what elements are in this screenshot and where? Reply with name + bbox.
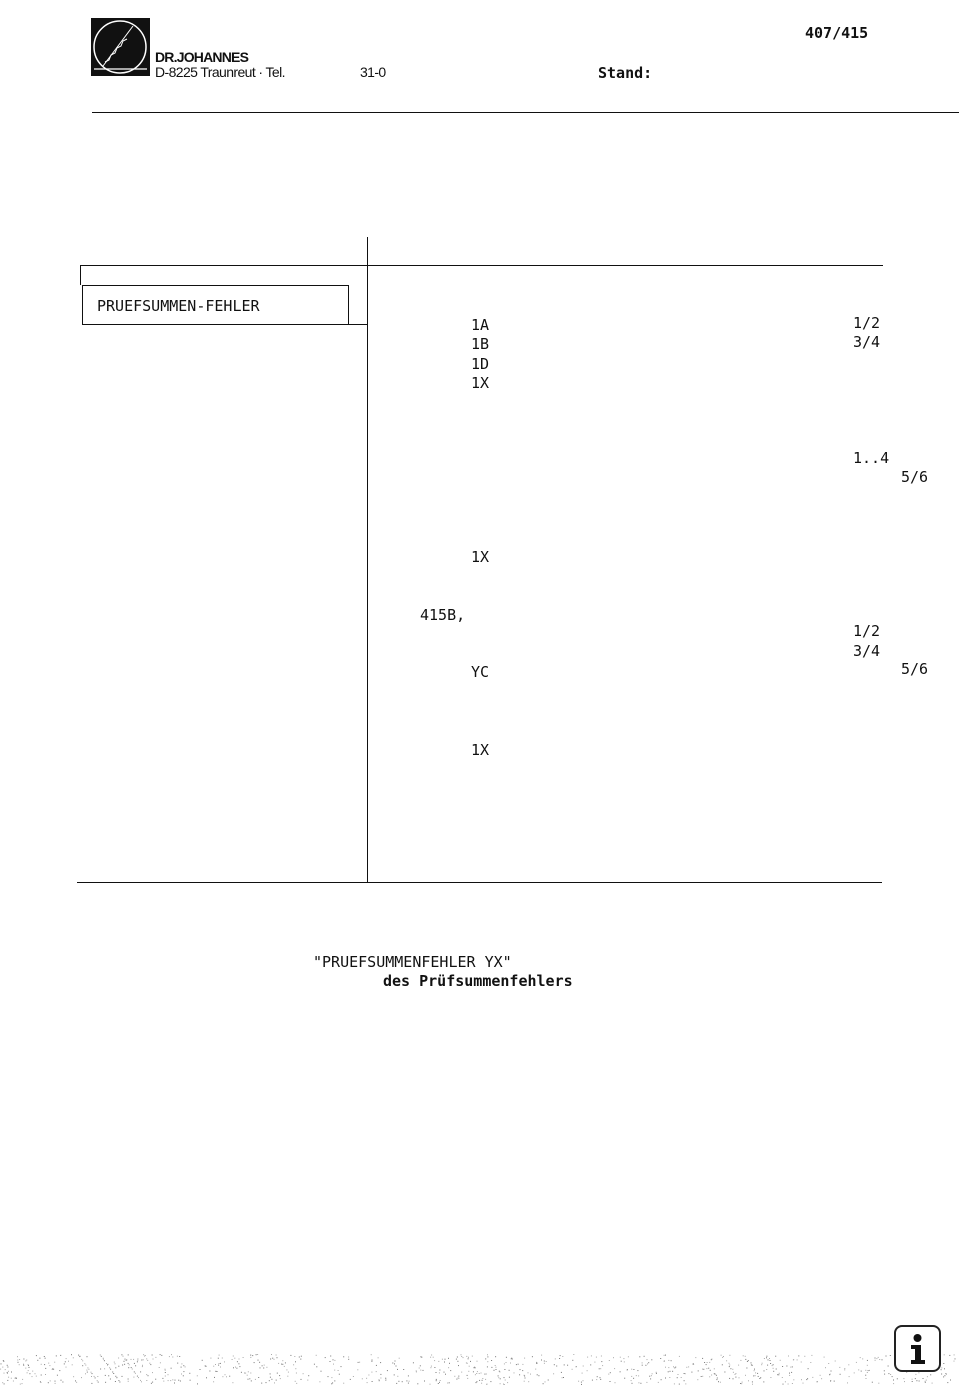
ref-5-6: 5/6: [901, 468, 929, 486]
table-left-tick: [80, 265, 81, 285]
ref-5-6: 5/6: [901, 660, 929, 678]
company-address: D-8225 Traunreut · Tel.: [155, 64, 285, 80]
company-logo: [91, 18, 150, 76]
ref-3-4: 3/4: [853, 642, 881, 660]
phone-suffix: 31-0: [360, 64, 386, 80]
stand-label: Stand:: [598, 64, 653, 82]
error-caption: des Prüfsummenfehlers: [383, 972, 573, 990]
code-1a: 1A: [471, 316, 490, 334]
header-rule: [92, 112, 959, 113]
error-title: PRUEFSUMMEN-FEHLER: [97, 297, 260, 315]
code-1b: 1B: [471, 335, 490, 353]
error-title-box-bottom: [82, 324, 367, 325]
info-button[interactable]: [894, 1325, 941, 1372]
code-415b: 415B,: [420, 606, 466, 624]
ref-1-to-4: 1..4: [853, 449, 890, 467]
ref-3-4: 3/4: [853, 333, 881, 351]
info-icon: [896, 1327, 939, 1370]
code-1x: 1X: [471, 741, 490, 759]
ref-1-2: 1/2: [853, 314, 881, 332]
code-1d: 1D: [471, 355, 490, 373]
code-1x: 1X: [471, 374, 490, 392]
table-header-rule: [80, 265, 883, 266]
code-yc: YC: [471, 663, 490, 681]
company-name: DR.JOHANNES: [155, 49, 249, 65]
ref-1-2: 1/2: [853, 622, 881, 640]
scan-noise: [0, 1350, 959, 1386]
error-message-quote: "PRUEFSUMMENFEHLER YX": [313, 953, 512, 971]
code-1x: 1X: [471, 548, 490, 566]
table-column-divider: [367, 237, 368, 883]
table-bottom-rule: [77, 882, 882, 883]
document-number: 407/415: [805, 24, 869, 42]
